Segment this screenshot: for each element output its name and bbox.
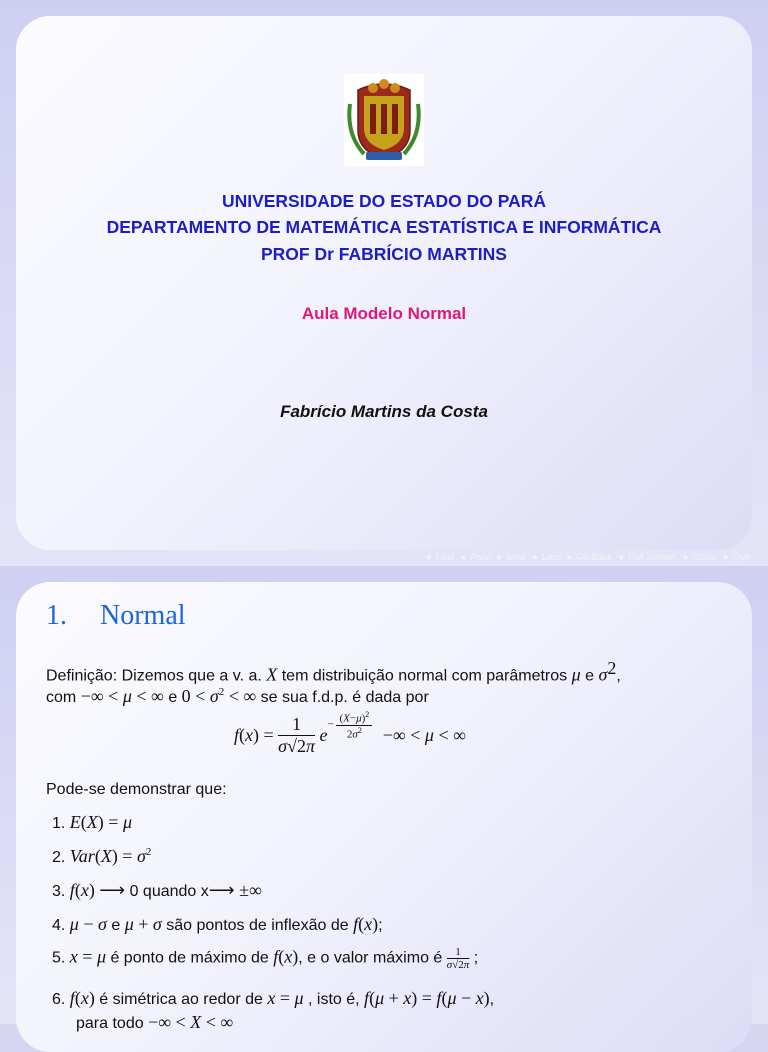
nav-close-link[interactable]: ● Close [682, 552, 717, 562]
property-3: 3. f(x) ⟶ 0 quando x⟶ ±∞ [52, 880, 262, 900]
nav-go-back-link[interactable]: ● Go Back [566, 552, 612, 562]
lecture-title: Aula Modelo Normal [301, 304, 467, 323]
nav-full-screen-link[interactable]: ● Full Screen [618, 552, 676, 562]
section-title: Normal [100, 600, 186, 631]
nav-prev-link[interactable]: ● Prev [460, 552, 490, 562]
university-seal-icon [344, 74, 424, 166]
intro-text: Pode-se demonstrar que: [46, 781, 227, 798]
professor-name: PROF Dr FABRÍCIO MARTINS [261, 244, 507, 264]
property-2: 2. $Var(X) = \sigma^2$ [52, 846, 152, 866]
section-heading [46, 600, 186, 632]
nav-first-link[interactable]: ● First [426, 552, 455, 562]
author-name: Fabrício Martins da Costa [280, 402, 488, 421]
slide-navigation [422, 552, 750, 562]
nav-next-link[interactable]: ● Next [496, 552, 526, 562]
property-4: 4. μ − σ e μ + σ são pontos de inflexão de f(x); [52, 914, 383, 934]
nav-quit-link[interactable]: ● Quit [723, 552, 750, 562]
definition-line-2: com −∞ < μ < ∞ e $0 < \sigma^2$ < ∞ se sua f.d.p. é dada por [46, 686, 429, 706]
normal-pdf-formula: f(x) = $\frac{1}{\sigma√2\pi}$ e− $\frac{(X-\mu)^2}{2\sigma^2}$ −∞ < μ < ∞ [234, 710, 466, 756]
section-number: 1. [46, 600, 67, 631]
normal-slide [0, 566, 768, 1032]
property-1: 1. E(X) = μ [52, 812, 132, 832]
definition-line-1: Definição: Dizemos que a v. a. X tem distribuição normal com parâmetros μ e $\sigma^2$, [46, 658, 621, 685]
property-6-continuation: para todo −∞ < X < ∞ [76, 1012, 234, 1032]
department-name: DEPARTAMENTO DE MATEMÁTICA ESTATÍSTICA E INFORMÁTICA [106, 217, 662, 237]
property-6: 6. f(x) é simétrica ao redor de x = μ , isto é, f(μ + x) = f(μ − x), [52, 988, 495, 1008]
nav-last-link[interactable]: ● Last [532, 552, 560, 562]
university-name: UNIVERSIDADE DO ESTADO DO PARÁ [221, 191, 547, 211]
property-5: 5. x = μ é ponto de máximo de f(x), e o valor máximo é $\frac{1}{\sigma√2\pi}$ ; [52, 946, 479, 971]
